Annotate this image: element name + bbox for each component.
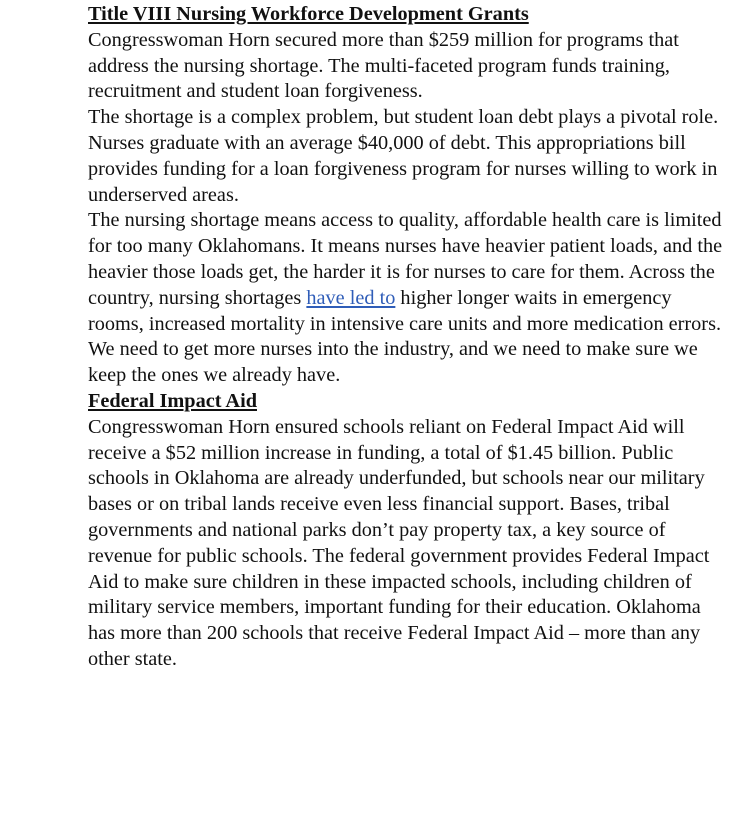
nursing-grants-paragraph-1: Congresswoman Horn secured more than $259 million for programs that address the nursing shortage. The multi-faceted program funds training, recruitment and student loan forgiveness.: [88, 28, 679, 103]
impact-aid-heading: Federal Impact Aid: [88, 389, 257, 412]
document-body: [88, 2, 728, 673]
paragraph-3-text-before: The nursing shortage means access to quality, affordable health care is limited for too many Oklahomans. It means nurses have heavier patient loads, and the heavier those loads get, the harder it is for nurses to care for them. Across the country, nursing shortages: [88, 209, 723, 309]
nursing-grants-paragraph-3: [88, 208, 728, 337]
impact-aid-paragraph-1: Congresswoman Horn ensured schools reliant on Federal Impact Aid will receive a $52 million increase in funding, a total of $1.45 billion. Public schools in Oklahoma are already underfunded, but schools near our military bases or on tribal lands receive even less financial support. Bases, tribal governments and national parks don’t pay property tax, a key source of revenue for public schools. The federal government provides Federal Impact Aid to make sure children in these impacted schools, including children of military service members, important funding for their education. Oklahoma has more than 200 schools that receive Federal Impact Aid – more than any other state.: [88, 415, 710, 670]
nursing-grants-paragraph-2: The shortage is a complex problem, but student loan debt plays a pivotal role. Nurses graduate with an average $40,000 of debt. This appropriations bill provides funding for a loan forgiveness program for nurses willing to work in underserved areas.: [88, 106, 719, 206]
have-led-to-link[interactable]: have led to: [306, 286, 396, 309]
paragraph-3-text-after: higher longer waits in emergency rooms, increased mortality in intensive care units and more medication errors.: [88, 286, 722, 335]
nursing-grants-paragraph-4: We need to get more nurses into the industry, and we need to make sure we keep the ones we already have.: [88, 338, 698, 387]
nursing-grants-heading: Title VIII Nursing Workforce Development Grants: [88, 3, 529, 25]
